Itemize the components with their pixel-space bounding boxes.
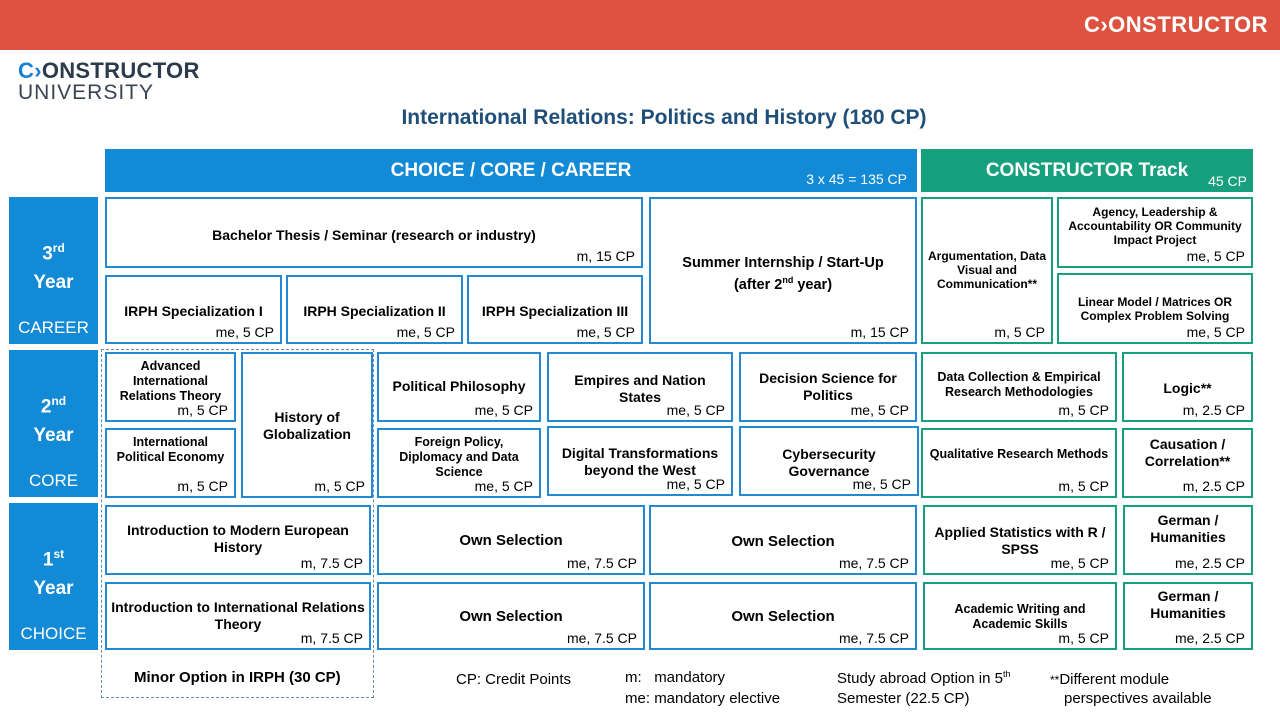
year-2-label: 2nd Year CORE — [9, 350, 98, 497]
constructor-track-header — [921, 149, 1253, 192]
module-advanced-ir-theory: Advanced International Relations Theory m, 5 CP — [105, 352, 236, 422]
module-political-philosophy: Political Philosophy me, 5 CP — [377, 352, 541, 422]
module-summer-internship: Summer Internship / Start-Up (after 2nd year) m, 15 CP — [649, 197, 917, 344]
module-digital-transformations: Digital Transformations beyond the West me, 5 CP — [547, 426, 733, 496]
module-irph-spec-2: IRPH Specialization II me, 5 CP — [286, 275, 463, 344]
module-perspectives-note-1: **Different module — [1050, 671, 1170, 688]
module-linear-model: Linear Model / Matrices OR Complex Problem Solving me, 5 CP — [1057, 273, 1253, 344]
module-perspectives-note-2: perspectives available — [1064, 690, 1212, 707]
top-banner — [0, 0, 1280, 50]
module-own-selection-2: Own Selection me, 7.5 CP — [649, 505, 917, 575]
study-abroad-note-2: Semester (22.5 CP) — [837, 690, 970, 707]
logo-mark: C› — [18, 58, 42, 83]
module-argumentation: Argumentation, Data Visual and Communication** m, 5 CP — [921, 197, 1053, 344]
module-foreign-policy: Foreign Policy, Diplomacy and Data Science me, 5 CP — [377, 428, 541, 498]
logo-text-2: UNIVERSITY — [18, 81, 155, 104]
module-own-selection-1: Own Selection me, 7.5 CP — [377, 505, 645, 575]
page-title: International Relations: Politics and History (180 CP) — [401, 106, 927, 129]
logo-text-1: ONSTRUCTOR — [41, 58, 200, 83]
module-bachelor-thesis: Bachelor Thesis / Seminar (research or industry) m, 15 CP — [105, 197, 643, 268]
module-causation-correlation: Causation / Correlation** m, 2.5 CP — [1122, 428, 1253, 498]
module-irph-spec-3: IRPH Specialization III me, 5 CP — [467, 275, 643, 344]
constructor-track-cp: 45 CP — [1208, 173, 1247, 189]
module-intro-ir-theory: Introduction to International Relations Theory m, 7.5 CP — [105, 582, 371, 650]
study-abroad-note-1: Study abroad Option in 5th — [837, 669, 1011, 687]
module-history-globalization: History of Globalization m, 5 CP — [241, 352, 373, 498]
module-qualitative-research: Qualitative Research Methods m, 5 CP — [921, 428, 1117, 498]
module-own-selection-3: Own Selection me, 7.5 CP — [377, 582, 645, 650]
constructor-logo: C›ONSTRUCTOR — [1083, 12, 1268, 37]
module-logic: Logic** m, 2.5 CP — [1122, 352, 1253, 422]
legend-credit-points: CP: Credit Points — [456, 671, 572, 688]
legend-mandatory-elective: me: mandatory elective — [625, 690, 781, 707]
module-german-humanities-1: German / Humanities me, 2.5 CP — [1123, 505, 1253, 575]
main-track-header — [105, 149, 917, 192]
module-intro-european-history: Introduction to Modern European History m, 7.5 CP — [105, 505, 371, 575]
module-academic-writing: Academic Writing and Academic Skills m, 5 CP — [923, 582, 1117, 650]
module-decision-science: Decision Science for Politics me, 5 CP — [739, 352, 917, 422]
module-irph-spec-1: IRPH Specialization I me, 5 CP — [105, 275, 282, 344]
module-german-humanities-2: German / Humanities me, 2.5 CP — [1123, 582, 1253, 650]
main-track-label: CHOICE / CORE / CAREER — [390, 160, 632, 181]
module-agency-leadership: Agency, Leadership & Accountability OR Community Impact Project me, 5 CP — [1057, 197, 1253, 268]
minor-option-label: Minor Option in IRPH (30 CP) — [134, 669, 341, 686]
module-cybersecurity: Cybersecurity Governance me, 5 CP — [739, 426, 919, 496]
module-own-selection-4: Own Selection me, 7.5 CP — [649, 582, 917, 650]
legend-mandatory: m: mandatory — [625, 669, 726, 686]
year-3-label: 3rd Year CAREER — [9, 197, 98, 344]
module-data-collection: Data Collection & Empirical Research Methodologies m, 5 CP — [921, 352, 1117, 422]
year-1-label: 1st Year CHOICE — [9, 503, 98, 650]
module-applied-statistics: Applied Statistics with R / SPSS me, 5 CP — [923, 505, 1117, 575]
constructor-track-label: CONSTRUCTOR Track — [985, 160, 1189, 181]
main-track-cp: 3 x 45 = 135 CP — [806, 171, 907, 187]
module-intl-political-economy: International Political Economy m, 5 CP — [105, 428, 236, 498]
university-logo — [18, 60, 200, 104]
module-empires-nation-states: Empires and Nation States me, 5 CP — [547, 352, 733, 422]
